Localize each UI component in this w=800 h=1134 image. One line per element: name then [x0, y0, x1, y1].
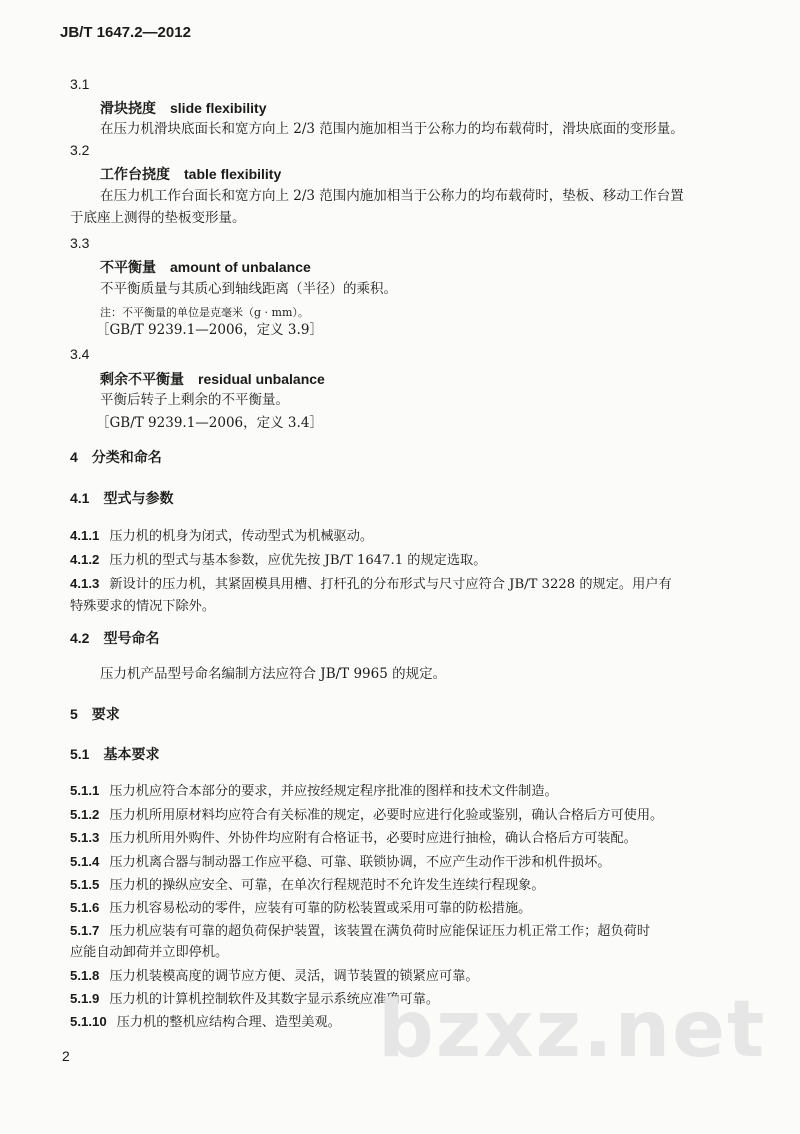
clause-item: [70, 851, 610, 870]
clause-text: 压力机的机身为闭式，传动型式为机械驱动。: [109, 529, 374, 544]
clause-number: 5.1.10: [70, 1014, 107, 1029]
term-title: 工作台挠度 table flexibility: [100, 166, 282, 182]
clause-item: [70, 549, 486, 568]
clause-number: 5.1.3: [70, 830, 100, 845]
clause-item: [70, 965, 479, 984]
page-number: 2: [62, 1048, 70, 1064]
clause-number: 4.1.2: [70, 552, 100, 567]
clause-text: 压力机离合器与制动器工作应平稳、可靠、联锁协调，不应产生动作干涉和机件损坏。: [109, 855, 611, 870]
clause-text-cont: 特殊要求的情况下除外。: [70, 599, 216, 614]
clause-item: [70, 897, 531, 916]
section-body: 压力机产品型号命名编制方法应符合 JB/T 9965 的规定。: [100, 666, 447, 682]
clause-item: [70, 573, 672, 592]
clause-text: 压力机的计算机控制软件及其数字显示系统应准确可靠。: [109, 992, 440, 1007]
subsection-heading: 4.2 型号命名: [70, 630, 160, 646]
clause-text: 压力机应装有可靠的超负荷保护装置，该装置在满负荷时应能保证压力机正常工作；超负荷时: [109, 924, 651, 939]
clause-item: [70, 780, 558, 799]
term-title: 滑块挠度 slide flexibility: [100, 100, 267, 116]
clause-text: 压力机的整机应结构合理、造型美观。: [116, 1015, 341, 1030]
clause-text: 压力机容易松动的零件，应装有可靠的防松装置或采用可靠的防松措施。: [109, 901, 532, 916]
subsection-heading: 4.1 型式与参数: [70, 490, 174, 506]
clause-text: 压力机所用外购件、外协件均应附有合格证书，必要时应进行抽检，确认合格后方可装配。: [109, 831, 637, 846]
section-heading: 4 分类和命名: [70, 449, 162, 465]
clause-number: 5.1.1: [70, 783, 100, 798]
clause-number: 5.1.9: [70, 991, 100, 1006]
term-note: 注：不平衡量的单位是克毫米（g · mm）。: [100, 306, 309, 319]
term-reference: ［GB/T 9239.1—2006，定义 3.9］: [96, 322, 323, 338]
clause-number: 5.1.4: [70, 854, 100, 869]
clause-text: 压力机所用原材料均应符合有关标准的规定，必要时应进行化验或鉴别，确认合格后方可使用。: [109, 808, 664, 823]
clause-item: [70, 920, 650, 939]
clause-item: [70, 804, 663, 823]
clause-number: 5.1.8: [70, 968, 100, 983]
subsection-heading: 5.1 基本要求: [70, 746, 160, 762]
term-number: 3.4: [70, 346, 90, 362]
section-heading: 5 要求: [70, 706, 120, 722]
clause-number: 4.1.1: [70, 528, 100, 543]
watermark: bzxz.net: [378, 985, 767, 1075]
clause-number: 5.1.7: [70, 923, 100, 938]
term-number: 3.3: [70, 235, 90, 251]
clause-text: 压力机装模高度的调节应方便、灵活，调节装置的锁紧应可靠。: [109, 969, 479, 984]
clause-text: 压力机的操纵应安全、可靠，在单次行程规范时不允许发生连续行程现象。: [109, 878, 545, 893]
term-definition-cont: 于底座上测得的垫板变形量。: [70, 210, 246, 226]
clause-item: [70, 525, 373, 544]
clause-number: 5.1.2: [70, 807, 100, 822]
term-definition: 平衡后转子上剩余的不平衡量。: [100, 392, 289, 408]
clause-number: 5.1.5: [70, 877, 100, 892]
term-definition: 在压力机工作台面长和宽方向上 2/3 范围内施加相当于公称力的均布载荷时，垫板、移动工作台置: [100, 188, 684, 204]
term-title: 不平衡量 amount of unbalance: [100, 259, 311, 275]
clause-item: [70, 1011, 341, 1030]
document-header: JB/T 1647.2—2012: [60, 24, 191, 41]
clause-number: 4.1.3: [70, 576, 100, 591]
clause-text: 新设计的压力机，其紧固模具用槽、打杆孔的分布形式与尺寸应符合 JB/T 3228 的规定。用户有: [109, 577, 672, 592]
clause-text: 压力机应符合本部分的要求，并应按经规定程序批准的图样和技术文件制造。: [109, 784, 558, 799]
clause-item: [70, 827, 637, 846]
clause-number: 5.1.6: [70, 900, 100, 915]
term-reference: ［GB/T 9239.1—2006，定义 3.4］: [96, 415, 323, 431]
clause-text-cont: 应能自动卸荷并立即停机。: [70, 945, 229, 960]
clause-text: 压力机的型式与基本参数，应优先按 JB/T 1647.1 的规定选取。: [109, 553, 487, 568]
clause-item: [70, 874, 545, 893]
term-number: 3.2: [70, 142, 90, 158]
term-number: 3.1: [70, 76, 90, 92]
term-definition: 在压力机滑块底面长和宽方向上 2/3 范围内施加相当于公称力的均布载荷时，滑块底面的变形量。: [100, 121, 684, 137]
term-title: 剩余不平衡量 residual unbalance: [100, 371, 325, 387]
term-definition: 不平衡质量与其质心到轴线距离（半径）的乘积。: [100, 281, 397, 297]
